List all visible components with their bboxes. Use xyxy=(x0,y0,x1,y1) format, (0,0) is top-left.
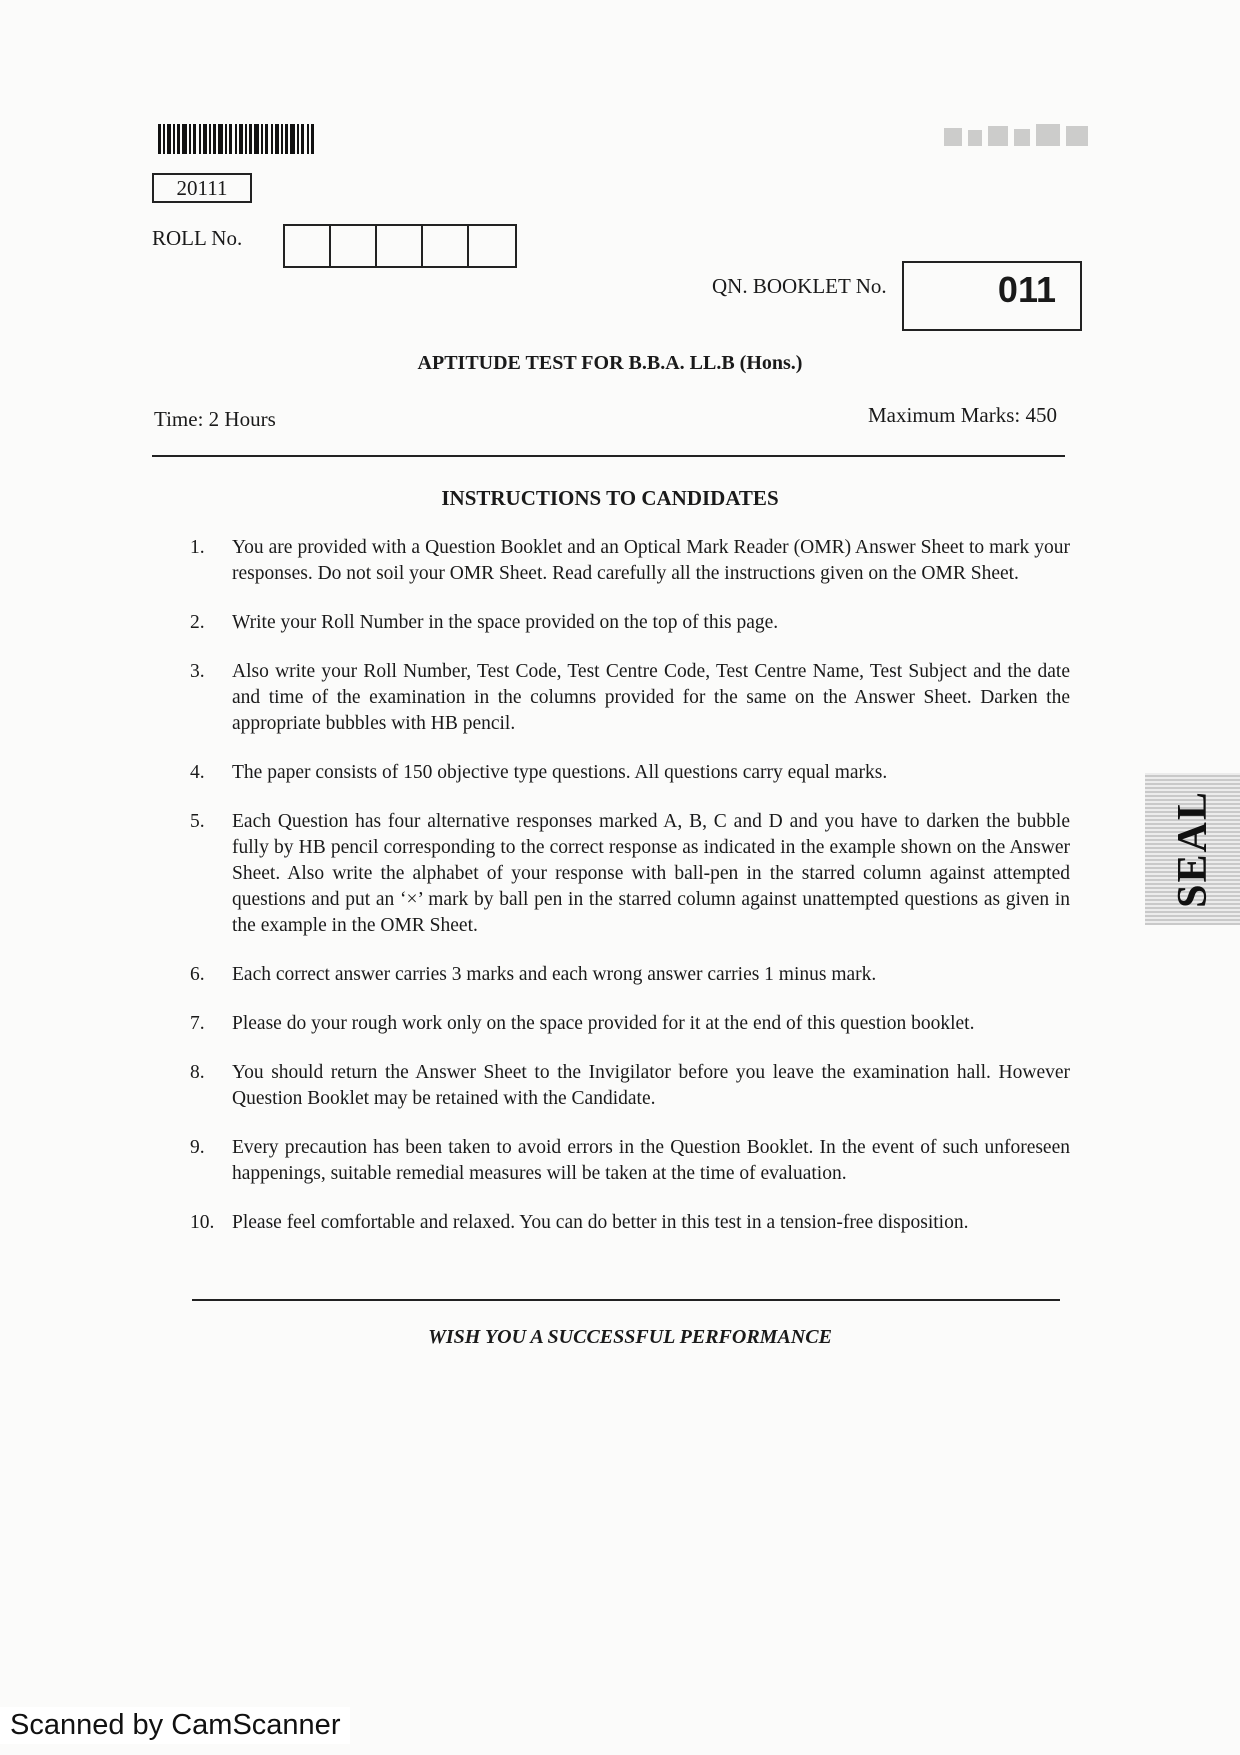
divider xyxy=(192,1299,1060,1301)
instruction-item xyxy=(190,1011,1070,1037)
instruction-number: 4. xyxy=(190,762,205,783)
roll-digit-box[interactable] xyxy=(331,226,377,266)
instruction-item xyxy=(190,659,1070,737)
instruction-item xyxy=(190,535,1070,587)
instruction-text: Also write your Roll Number, Test Code, Test Centre Code, Test Centre Name, Test Subject and the date and time of the examination in the columns provided for the same on the Answer Sheet. Darken the appropriate bubbles with HB pencil. xyxy=(232,661,1070,734)
instruction-item xyxy=(190,1135,1070,1187)
instruction-text: The paper consists of 150 objective type questions. All questions carry equal marks. xyxy=(232,762,888,783)
instruction-number: 8. xyxy=(190,1062,205,1083)
instruction-item xyxy=(190,1210,1070,1236)
booklet-number: 011 xyxy=(997,269,1056,310)
instruction-number: 5. xyxy=(190,811,205,832)
instruction-item xyxy=(190,809,1070,939)
instruction-number: 7. xyxy=(190,1013,205,1034)
roll-digit-box[interactable] xyxy=(285,226,331,266)
instruction-text: Every precaution has been taken to avoid errors in the Question Booklet. In the event of such unforeseen happenings, suitable remedial measures will be taken at the time of evaluation. xyxy=(232,1137,1070,1184)
roll-number-label: ROLL No. xyxy=(152,226,243,250)
scanner-watermark: Scanned by CamScanner xyxy=(0,1707,350,1744)
instruction-item xyxy=(190,610,1070,636)
instruction-text: Each Question has four alternative responses marked A, B, C and D and you have to darken the bubble fully by HB pencil corresponding to the correct response as indicated in the example shown on the Answer Sheet. Also write the alphabet of your response with ball-pen in the starred column against attempted questions and put an ‘×’ mark by ball pen in the starred column against unattempted questions as given in the example in the OMR Sheet. xyxy=(232,811,1070,936)
maximum-marks: Maximum Marks: 450 xyxy=(868,403,1057,427)
instruction-number: 10. xyxy=(190,1212,215,1233)
instruction-item xyxy=(190,1060,1070,1112)
test-code-box: 20111 xyxy=(152,173,252,203)
instruction-number: 1. xyxy=(190,537,205,558)
closing-message: WISH YOU A SUCCESSFUL PERFORMANCE xyxy=(428,1326,832,1348)
instructions-heading: INSTRUCTIONS TO CANDIDATES xyxy=(441,486,779,510)
barcode-image xyxy=(158,124,314,154)
instruction-text: Write your Roll Number in the space provided on the top of this page. xyxy=(232,612,779,633)
instruction-item xyxy=(190,760,1070,786)
booklet-number-box xyxy=(902,261,1082,331)
instruction-text: Please feel comfortable and relaxed. You can do better in this test in a tension-free disposition. xyxy=(232,1212,969,1233)
instruction-text: Please do your rough work only on the space provided for it at the end of this question booklet. xyxy=(232,1013,975,1034)
divider xyxy=(152,455,1065,457)
faint-stamp-image xyxy=(944,120,1104,150)
instruction-text: You are provided with a Question Booklet and an Optical Mark Reader (OMR) Answer Sheet to mark your responses. Do not soil your OMR Sheet. Read carefully all the instructions given on the OMR Sheet. xyxy=(232,537,1070,584)
seal-label: SEAL xyxy=(1169,790,1216,908)
seal-sticker xyxy=(1145,773,1240,925)
instruction-number: 2. xyxy=(190,612,205,633)
instruction-number: 6. xyxy=(190,964,205,985)
roll-digit-box[interactable] xyxy=(423,226,469,266)
instruction-text: You should return the Answer Sheet to the Invigilator before you leave the examination hall. However Question Booklet may be retained with the Candidate. xyxy=(232,1062,1070,1109)
time-allowed: Time: 2 Hours xyxy=(154,407,276,431)
roll-digit-box[interactable] xyxy=(469,226,515,266)
page-title: APTITUDE TEST FOR B.B.A. LL.B (Hons.) xyxy=(417,352,803,374)
instruction-item xyxy=(190,962,1070,988)
instruction-number: 9. xyxy=(190,1137,205,1158)
instruction-text: Each correct answer carries 3 marks and each wrong answer carries 1 minus mark. xyxy=(232,964,877,985)
instructions-list xyxy=(190,535,1070,1259)
roll-digit-box[interactable] xyxy=(377,226,423,266)
roll-number-boxes[interactable] xyxy=(283,224,517,268)
instruction-number: 3. xyxy=(190,661,205,682)
booklet-number-label: QN. BOOKLET No. xyxy=(712,274,887,298)
